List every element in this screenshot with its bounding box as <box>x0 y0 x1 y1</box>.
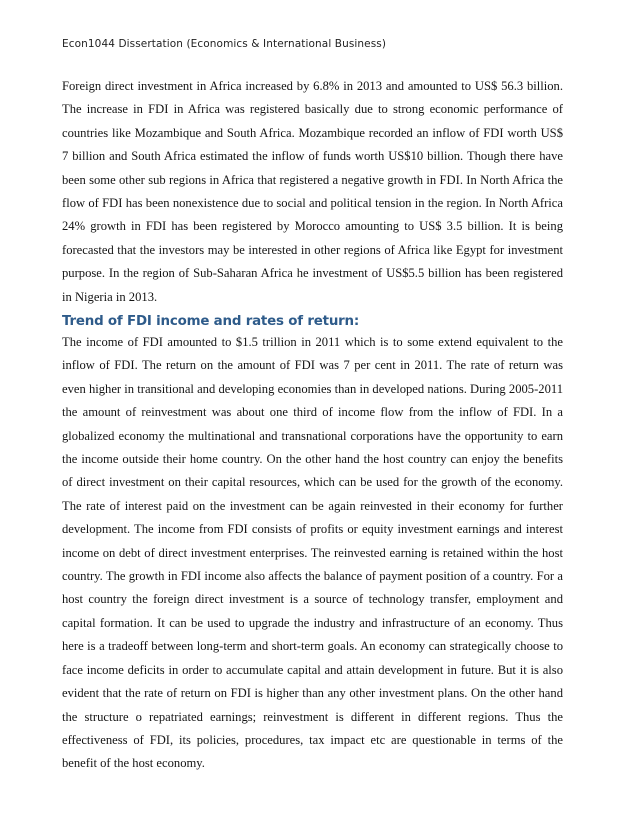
running-header: Econ1044 Dissertation (Economics & International Business) <box>62 38 387 50</box>
paragraph-africa-fdi: Foreign direct investment in Africa increased by 6.8% in 2013 and amounted to US$ 56.3 billion. The increase in FDI in Africa was registered basically due to strong economic performance of countries like Mozambique and South Africa. Mozambique recorded an inflow of FDI worth US$ 7 billion and South Africa estimated the inflow of funds worth US$10 billion. Though there have been some other sub regions in Africa that registered a negative growth in FDI. In North Africa the flow of FDI has been nonexistence due to social and political tension in the region. In North Africa 24% growth in FDI has been registered by Morocco amounting to US$ 3.5 billion. It is being forecasted that the investors may be interested in other regions of Africa like Egypt for investment purpose. In the region of Sub-Saharan Africa he investment of US$5.5 billion has been registered in Nigeria in 2013. <box>62 79 563 304</box>
paragraph-fdi-income: The income of FDI amounted to $1.5 trillion in 2011 which is to some extend equivalent to the inflow of FDI. The return on the amount of FDI was 7 per cent in 2011. The rate of return was even higher in transitional and developing economies than in developed nations. During 2005-2011 the amount of reinvestment was about one third of income flow from the inflow of FDI. In a globalized economy the multinational and transnational corporations have the opportunity to earn the income outside their home country. On the other hand the host country can enjoy the benefits of direct investment on their capital resources, which can be used for the growth of the economy. The rate of interest paid on the investment can be again reinvested in their economy for further development. The income from FDI consists of profits or equity investment earnings and interest income on debt of direct investment enterprises. The reinvested earning is retained within the host country. The growth in FDI income also affects the balance of payment position of a country. For a host country the foreign direct investment is a source of technology transfer, employment and capital formation. It can be used to upgrade the industry and infrastructure of an economy. Thus here is a tradeoff between long-term and short-term goals. An economy can strategically choose to face income deficits in order to accumulate capital and attain development in future. But it is also evident that the rate of return on FDI is higher than any other investment plans. On the other hand the structure o repatriated earnings; reinvestment is different in different regions. Thus the effectiveness of FDI, its policies, procedures, tax impact etc are questionable in terms of the benefit of the host economy. <box>62 335 563 771</box>
section-heading: Trend of FDI income and rates of return: <box>62 314 360 329</box>
